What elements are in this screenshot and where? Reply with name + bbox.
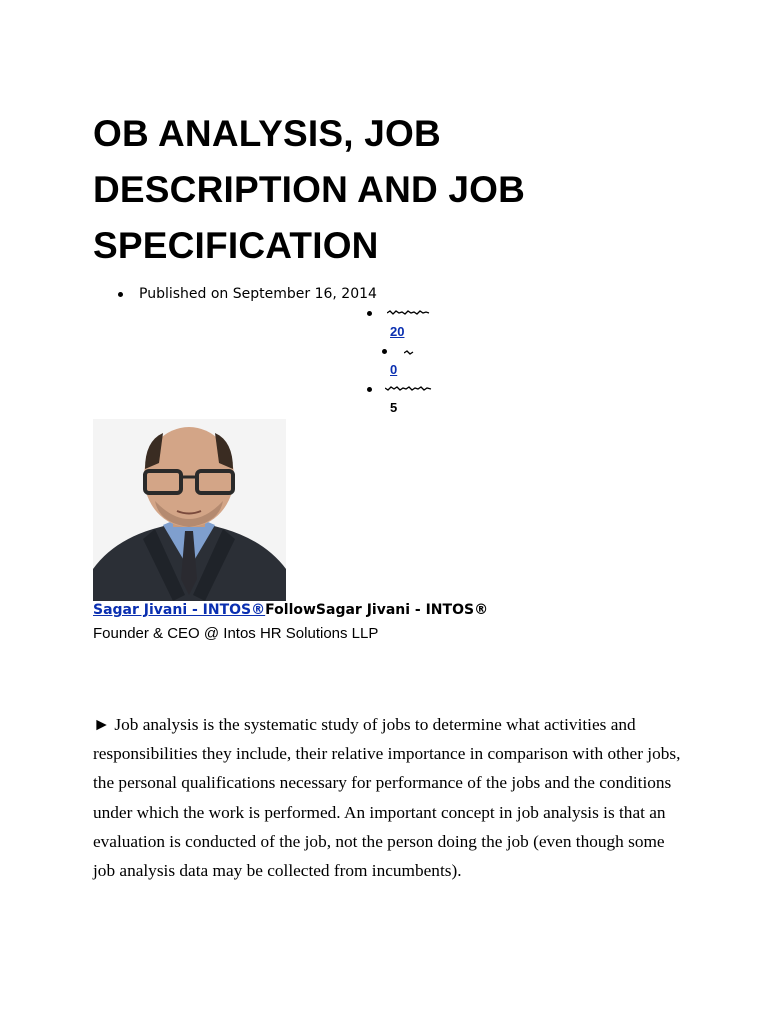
follow-button[interactable]: FollowSagar Jivani - INTOS® — [265, 602, 489, 618]
page-title: OB ANALYSIS, JOB DESCRIPTION AND JOB SPECIFICATION — [93, 113, 526, 266]
bullet-icon — [118, 292, 123, 297]
published-date — [93, 284, 377, 304]
social-stats — [363, 306, 483, 420]
article-body: ► Job analysis is the systematic study of jobs to determine what activities and responsibilities they include, their relative importance in comparison with other jobs, the personal qualifications necessary for performance of the jobs and the conditions under which the work is performed. An important concept in job analysis is that an evaluation is conducted of the job, not the person doing the job (even though some job analysis data may be collected from incumbents). — [93, 715, 681, 881]
share-icon — [385, 385, 433, 391]
like-stat[interactable] — [363, 306, 483, 344]
author-name-link[interactable]: Sagar Jivani - INTOS® — [93, 602, 266, 618]
bullet-icon — [367, 311, 372, 316]
bullet-icon — [382, 349, 387, 354]
author-avatar[interactable] — [93, 419, 286, 601]
comment-icon — [404, 349, 414, 355]
meta-list — [93, 284, 377, 304]
comment-stat[interactable] — [363, 344, 483, 382]
share-stat[interactable] — [363, 382, 483, 420]
author-line — [93, 600, 488, 620]
author-headline: Founder & CEO @ Intos HR Solutions LLP — [93, 625, 379, 642]
bullet-icon — [367, 387, 372, 392]
comment-count[interactable]: 0 — [390, 362, 398, 377]
share-count: 5 — [390, 400, 398, 415]
like-count[interactable]: 20 — [390, 324, 405, 339]
like-icon — [387, 309, 431, 315]
published-text: Published on September 16, 2014 — [139, 286, 377, 302]
